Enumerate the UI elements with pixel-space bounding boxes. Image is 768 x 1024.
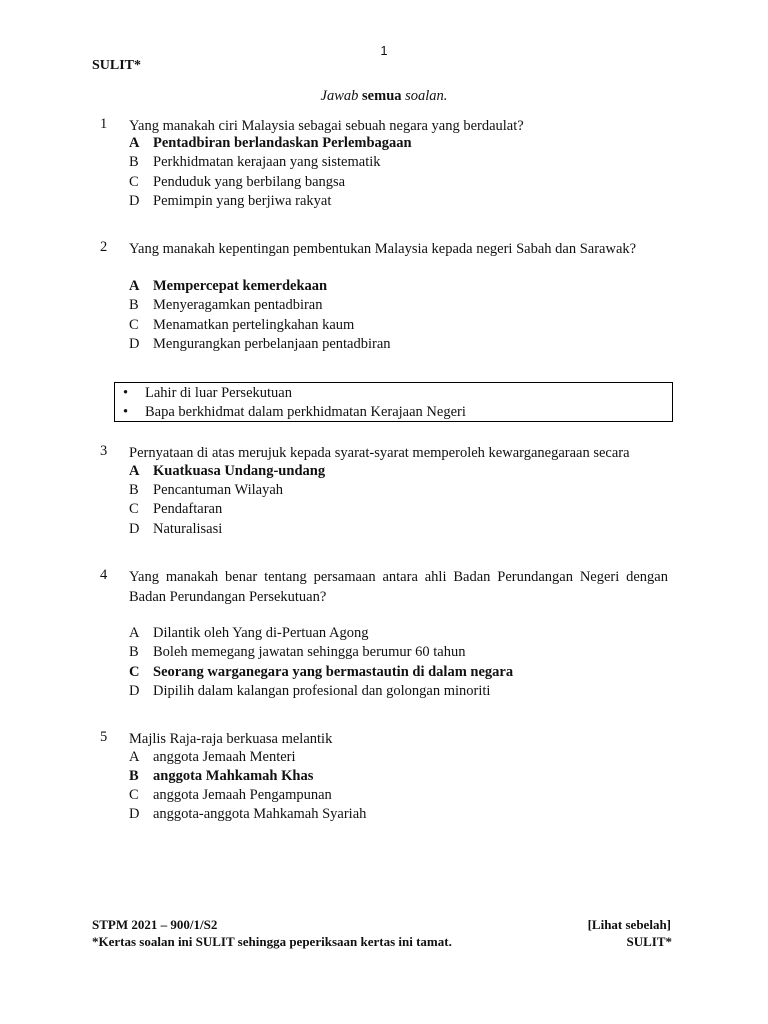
option-text: Pentadbiran berlandaskan Perlembagaan bbox=[153, 135, 412, 151]
q2-option-a bbox=[129, 277, 669, 296]
option-text: Naturalisasi bbox=[153, 521, 223, 537]
question-text-4: Yang manakah benar tentang persamaan antara ahli Badan Perundangan Negeri dengan Badan Perundangan Persekutuan? bbox=[129, 569, 668, 605]
option-letter: A bbox=[129, 625, 140, 641]
footer-paper-code: STPM 2021 – 900/1/S2 bbox=[92, 917, 218, 932]
question-number-1: 1 bbox=[100, 116, 108, 132]
q1-option-a bbox=[129, 134, 669, 153]
option-text: Kuatkuasa Undang-undang bbox=[153, 463, 326, 479]
q4-option-b bbox=[129, 643, 669, 662]
option-text: anggota-anggota Mahkamah Syariah bbox=[153, 806, 367, 822]
option-letter: C bbox=[129, 174, 139, 190]
instruction-part-3: soalan. bbox=[405, 88, 448, 104]
question-text-3: Pernyataan di atas merujuk kepada syarat-syarat memperoleh kewarganegaraan secara bbox=[129, 445, 630, 461]
option-text: Seorang warganegara yang bermastautin di dalam negara bbox=[153, 664, 514, 680]
option-text: Mengurangkan perbelanjaan pentadbiran bbox=[153, 336, 391, 352]
option-text: Boleh memegang jawatan sehingga berumur 60 tahun bbox=[153, 644, 466, 660]
footer-next-page: [Lihat sebelah] bbox=[587, 917, 671, 932]
bullet-icon: • bbox=[123, 385, 129, 401]
question-text-5: Majlis Raja-raja berkuasa melantik bbox=[129, 731, 333, 747]
option-text: Dilantik oleh Yang di-Pertuan Agong bbox=[153, 625, 369, 641]
stimulus-text: Bapa berkhidmat dalam perkhidmatan Kerajaan Negeri bbox=[145, 404, 466, 420]
option-letter: C bbox=[129, 501, 139, 517]
q1-option-c bbox=[129, 173, 669, 192]
option-letter: C bbox=[129, 787, 139, 803]
question-text-2: Yang manakah kepentingan pembentukan Malaysia kepada negeri Sabah dan Sarawak? bbox=[129, 241, 637, 257]
option-text: Dipilih dalam kalangan profesional dan golongan minoriti bbox=[153, 683, 491, 699]
question-number-2: 2 bbox=[100, 239, 108, 255]
option-text: anggota Mahkamah Khas bbox=[153, 768, 314, 784]
q3-option-b bbox=[129, 481, 669, 500]
option-letter: D bbox=[129, 806, 140, 822]
stimulus-item bbox=[123, 384, 292, 403]
q5-option-c bbox=[129, 786, 669, 805]
option-letter: A bbox=[129, 463, 140, 479]
q1-option-b bbox=[129, 153, 669, 172]
option-letter: B bbox=[129, 482, 139, 498]
q5-option-d bbox=[129, 805, 669, 824]
option-text: anggota Jemaah Menteri bbox=[153, 749, 296, 765]
q3-option-a bbox=[129, 462, 669, 481]
option-letter: C bbox=[129, 664, 140, 680]
q5-option-a bbox=[129, 748, 669, 767]
option-letter: D bbox=[129, 521, 140, 537]
stimulus-box bbox=[114, 382, 673, 422]
instruction-part-1: Jawab bbox=[320, 88, 359, 104]
q2-option-c bbox=[129, 316, 669, 335]
option-text: Menyeragamkan pentadbiran bbox=[153, 297, 323, 313]
q3-option-c bbox=[129, 500, 669, 519]
q4-option-c bbox=[129, 663, 669, 682]
q2-option-b bbox=[129, 296, 669, 315]
option-text: Penduduk yang berbilang bangsa bbox=[153, 174, 346, 190]
page-number: 1 bbox=[380, 43, 388, 58]
instruction bbox=[0, 88, 768, 105]
option-text: anggota Jemaah Pengampunan bbox=[153, 787, 332, 803]
option-letter: A bbox=[129, 278, 140, 294]
option-text: Pemimpin yang berjiwa rakyat bbox=[153, 193, 332, 209]
option-letter: C bbox=[129, 317, 139, 333]
option-letter: B bbox=[129, 297, 139, 313]
option-letter: D bbox=[129, 683, 140, 699]
question-number-4: 4 bbox=[100, 567, 108, 583]
option-letter: B bbox=[129, 768, 139, 784]
q1-option-d bbox=[129, 192, 669, 211]
q4-option-d bbox=[129, 682, 669, 701]
question-number-3: 3 bbox=[100, 443, 108, 459]
stimulus-text: Lahir di luar Persekutuan bbox=[145, 385, 292, 401]
option-letter: A bbox=[129, 135, 140, 151]
option-text: Perkhidmatan kerajaan yang sistematik bbox=[153, 154, 381, 170]
option-text: Menamatkan pertelingkahan kaum bbox=[153, 317, 355, 333]
option-text: Pendaftaran bbox=[153, 501, 223, 517]
option-letter: D bbox=[129, 193, 140, 209]
option-text: Mempercepat kemerdekaan bbox=[153, 278, 328, 294]
question-number-5: 5 bbox=[100, 729, 108, 745]
footer-note: *Kertas soalan ini SULIT sehingga peperiksaan kertas ini tamat. bbox=[92, 934, 452, 949]
instruction-part-2: semua bbox=[362, 88, 402, 104]
q4-option-a bbox=[129, 624, 669, 643]
sulit-header: SULIT* bbox=[92, 58, 142, 73]
q3-option-d bbox=[129, 520, 669, 539]
option-letter: B bbox=[129, 154, 139, 170]
question-text-1: Yang manakah ciri Malaysia sebagai sebuah negara yang berdaulat? bbox=[129, 118, 524, 134]
bullet-icon: • bbox=[123, 404, 129, 420]
option-text: Pencantuman Wilayah bbox=[153, 482, 284, 498]
footer-sulit: SULIT* bbox=[626, 934, 672, 949]
q5-option-b bbox=[129, 767, 669, 786]
stimulus-item bbox=[123, 403, 466, 422]
option-letter: D bbox=[129, 336, 140, 352]
q2-option-d bbox=[129, 335, 669, 354]
option-letter: B bbox=[129, 644, 139, 660]
option-letter: A bbox=[129, 749, 140, 765]
